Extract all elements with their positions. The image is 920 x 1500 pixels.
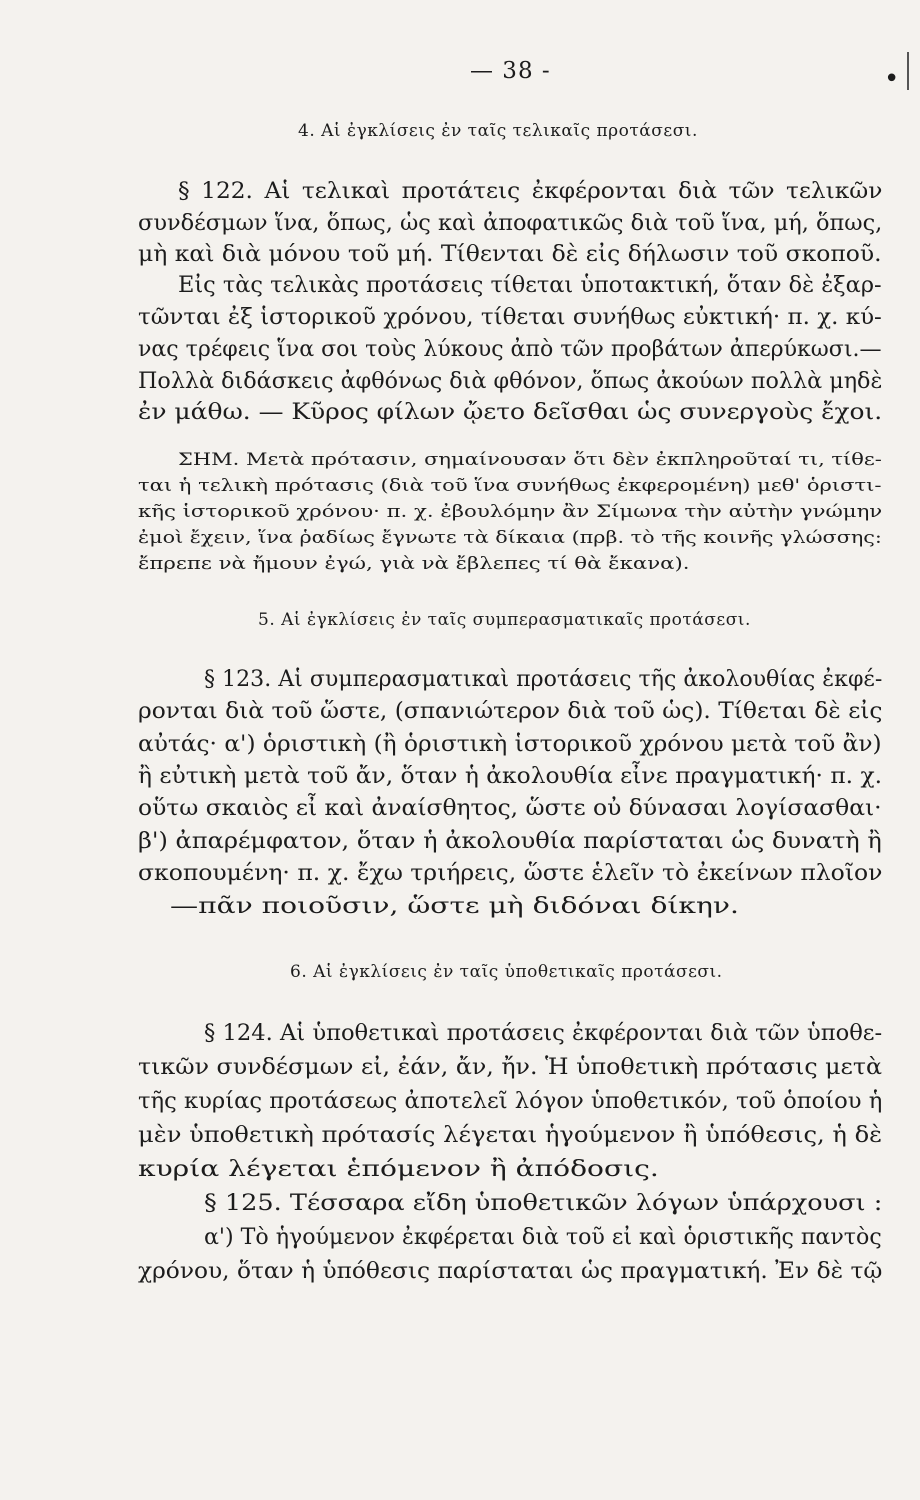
section-heading-5: 5. Αἱ ἐγκλίσεις ἐν ταῖς συμπερασματικαῖς προτάσεσι. (258, 610, 751, 630)
text-line: νας τρέφεις ἵνα σοι τοὺς λύκους ἀπὸ τῶν προβάτων ἀπερύκωσι.— (138, 336, 882, 362)
text-line: β') ἀπαρέμφατον, ὅταν ἡ ἀκολουθία παρίσταται ὡς δυνατὴ ἢ (138, 828, 882, 854)
margin-mark (907, 52, 909, 90)
text-line: § 125. Τέσσαρα εἴδη ὑποθετικῶν λόγων ὑπάρχουσι : (204, 1190, 883, 1216)
note-line: ἐμοὶ ἔχειν, ἵνα ῥαδίως ἔγνωτε τὰ δίκαια (πρβ. τὸ τῆς κοινῆς γλώσσης: (138, 528, 882, 548)
text-line: Εἰς τὰς τελικὰς προτάσεις τίθεται ὑποτακτική, ὅταν δὲ ἐξαρ- (178, 272, 882, 298)
text-line: ἐν μάθω. — Κῦρος φίλων ᾤετο δεῖσθαι ὡς συνεργοὺς ἔχοι. (138, 399, 883, 425)
text-line: α') Τὸ ἡγούμενον ἐκφέρεται διὰ τοῦ εἰ καὶ ὁριστικῆς παντὸς (204, 1224, 882, 1250)
text-line: § 124. Αἱ ὑποθετικαὶ προτάσεις ἐκφέρονται διὰ τῶν ὑποθε- (204, 1020, 883, 1046)
margin-dot: • (884, 64, 900, 94)
text-line: ρονται διὰ τοῦ ὥστε, (σπανιώτερον διὰ τοῦ ὡς). Τίθεται δὲ εἰς (138, 698, 883, 724)
note-line: ἔπρεπε νὰ ἤμουν ἐγώ, γιὰ νὰ ἔβλεπες τί θὰ ἔκανα). (138, 554, 690, 574)
text-line: ἢ εὐτικὴ μετὰ τοῦ ἄν, ὅταν ἡ ἀκολουθία εἶνε πραγματική· π. χ. (138, 763, 883, 789)
text-line: Πολλὰ διδάσκεις ἀφθόνως διὰ φθόνον, ὅπως ἀκούων πολλὰ μηδὲ (138, 368, 883, 394)
text-line: —πᾶν ποιοῦσιν, ὥστε μὴ διδόναι δίκην. (170, 893, 739, 919)
text-line: § 122. Αἱ τελικαὶ προτάτεις ἐκφέρονται διὰ τῶν τελικῶν (178, 178, 883, 204)
note-line: κῆς ἱστορικοῦ χρόνου· π. χ. ἐβουλόμην ἂν Σίμωνα τὴν αὐτὴν γνώμην (138, 502, 883, 522)
text-line: χρόνου, ὅταν ἡ ὑπόθεσις παρίσταται ὡς πραγματική. Ἐν δὲ τῷ (138, 1258, 883, 1284)
text-line: αὐτάς· α') ὁριστικὴ (ἢ ὁριστικὴ ἱστορικοῦ χρόνου μετὰ τοῦ ἂν) (138, 731, 882, 757)
text-line: τῆς κυρίας προτάσεως ἀποτελεῖ λόγον ὑποθετικόν, τοῦ ὁποίου ἡ (138, 1088, 883, 1114)
text-line: τῶνται ἐξ ἱστορικοῦ χρόνου, τίθεται συνήθως εὐκτική· π. χ. κύ- (138, 304, 882, 330)
note-line: ΣΗΜ. Μετὰ πρότασιν, σημαίνουσαν ὅτι δὲν ἐκπληροῦταί τι, τίθε- (178, 450, 882, 470)
page-number: — 38 - (470, 58, 551, 84)
text-line: σκοπουμένη· π. χ. ἔχω τριήρεις, ὥστε ἑλεῖν τὸ ἐκείνων πλοῖον (138, 860, 883, 886)
text-line: § 123. Αἱ συμπερασματικαὶ προτάσεις τῆς ἀκολουθίας ἐκφέ- (204, 666, 883, 692)
note-line: ται ἡ τελικὴ πρότασις (διὰ τοῦ ἵνα συνήθως ἐκφερομένη) μεθ' ὁριστι- (138, 476, 882, 496)
text-line: συνδέσμων ἵνα, ὅπως, ὡς καὶ ἀποφατικῶς διὰ τοῦ ἵνα, μή, ὅπως, (138, 210, 883, 236)
section-heading-4: 4. Αἱ ἐγκλίσεις ἐν ταῖς τελικαῖς προτάσεσι. (298, 121, 698, 141)
text-line: τικῶν συνδέσμων εἰ, ἐάν, ἄν, ἤν. Ἡ ὑποθετικὴ πρότασις μετὰ (138, 1054, 882, 1080)
text-line: μὲν ὑποθετικὴ πρότασίς λέγεται ἡγούμενον ἢ ὑπόθεσις, ἡ δὲ (138, 1122, 883, 1148)
text-line: οὕτω σκαιὸς εἶ καὶ ἀναίσθητος, ὥστε οὐ δύνασαι λογίσασθαι· (138, 795, 882, 821)
text-line: μὴ καὶ διὰ μόνου τοῦ μή. Τίθενται δὲ εἰς δήλωσιν τοῦ σκοποῦ. (138, 241, 882, 267)
text-line: κυρία λέγεται ἑπόμενον ἢ ἀπόδοσις. (138, 1156, 659, 1182)
section-heading-6: 6. Αἱ ἐγκλίσεις ἐν ταῖς ὑποθετικαῖς προτάσεσι. (290, 962, 723, 982)
